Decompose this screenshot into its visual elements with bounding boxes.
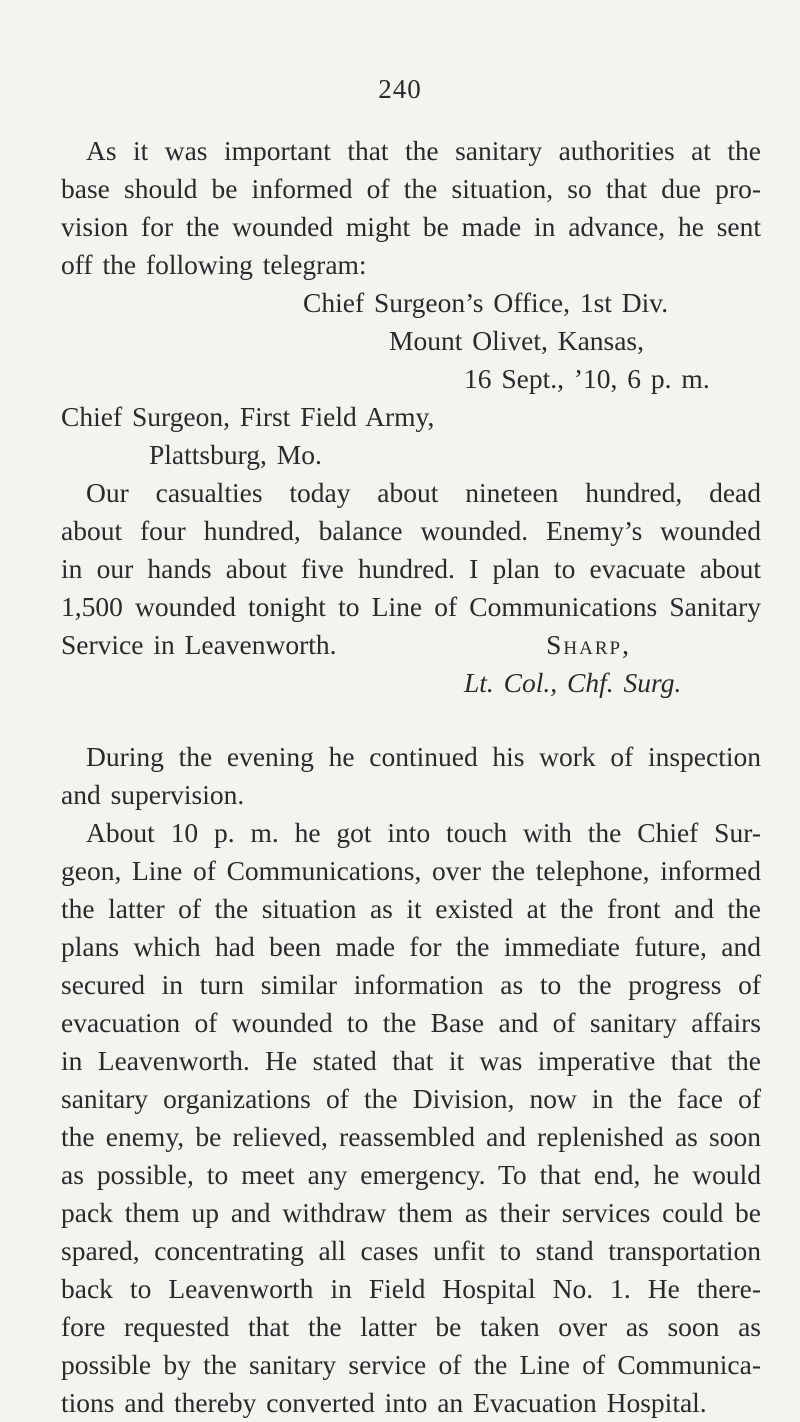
telegram-signature: Sharp, bbox=[546, 629, 631, 660]
text-line: evacuation of wounded to the Base and of sanitary affairs bbox=[61, 1007, 761, 1038]
paragraph-telephone bbox=[61, 814, 761, 1422]
telegram-to-place: Plattsburg, Mo. bbox=[149, 439, 322, 470]
text-line: sanitary organizations of the Division, now in the face of bbox=[61, 1083, 761, 1114]
text-line: geon, Line of Communications, over the telephone, informed bbox=[61, 855, 761, 886]
telegram bbox=[61, 284, 761, 702]
text-line: off the following telegram: bbox=[61, 249, 367, 280]
paragraph-intro bbox=[61, 132, 761, 284]
text-line: as possible, to meet any emergency. To that end, he would bbox=[61, 1159, 761, 1190]
page-number: 240 bbox=[378, 74, 422, 104]
text-line: fore requested that the latter be taken over as soon as bbox=[61, 1311, 761, 1342]
text-line: As it was important that the sanitary authorities at the bbox=[86, 135, 761, 166]
text-line: pack them up and withdraw them as their services could be bbox=[61, 1197, 761, 1228]
text-line: base should be informed of the situation, so that due pro- bbox=[61, 173, 761, 204]
text-line: plans which had been made for the immediate future, and bbox=[61, 931, 761, 962]
text-line: possible by the sanitary service of the Line of Communica- bbox=[61, 1349, 761, 1380]
telegram-body-line: in our hands about five hundred. I plan to evacuate about bbox=[61, 553, 761, 584]
telegram-body-last: Service in Leavenworth. bbox=[61, 629, 337, 660]
telegram-from-place: Mount Olivet, Kansas, bbox=[389, 325, 645, 356]
telegram-closing-line bbox=[61, 626, 761, 664]
text-line: spared, concentrating all cases unfit to stand transportation bbox=[61, 1235, 761, 1266]
text-line: the latter of the situation as it existed at the front and the bbox=[61, 893, 761, 924]
text-line: the enemy, be relieved, reassembled and replenished as soon bbox=[61, 1121, 761, 1152]
telegram-from-office: Chief Surgeon’s Office, 1st Div. bbox=[303, 287, 669, 318]
telegram-to-name: Chief Surgeon, First Field Army, bbox=[61, 401, 435, 432]
text-line: vision for the wounded might be made in advance, he sent bbox=[61, 211, 761, 242]
telegram-body-line: Our casualties today about nineteen hundred, dead bbox=[86, 477, 761, 508]
telegram-body-line: about four hundred, balance wounded. Enemy’s wounded bbox=[61, 515, 761, 546]
text-line: During the evening he continued his work of inspection bbox=[86, 741, 761, 772]
telegram-signature-title: Lt. Col., Chf. Surg. bbox=[464, 667, 682, 698]
text-line: secured in turn similar information as to the progress of bbox=[61, 969, 761, 1000]
text-line: in Leavenworth. He stated that it was imperative that the bbox=[61, 1045, 761, 1076]
paragraph-evening bbox=[61, 738, 761, 814]
telegram-date: 16 Sept., ’10, 6 p. m. bbox=[464, 363, 710, 394]
text-line: and supervision. bbox=[61, 779, 245, 810]
text-line: About 10 p. m. he got into touch with the Chief Sur- bbox=[86, 817, 761, 848]
text-line: tions and thereby converted into an Evacuation Hospital. bbox=[61, 1387, 707, 1418]
telegram-body-line: 1,500 wounded tonight to Line of Communications Sanitary bbox=[61, 591, 761, 622]
text-line: back to Leavenworth in Field Hospital No. 1. He there- bbox=[61, 1273, 761, 1304]
